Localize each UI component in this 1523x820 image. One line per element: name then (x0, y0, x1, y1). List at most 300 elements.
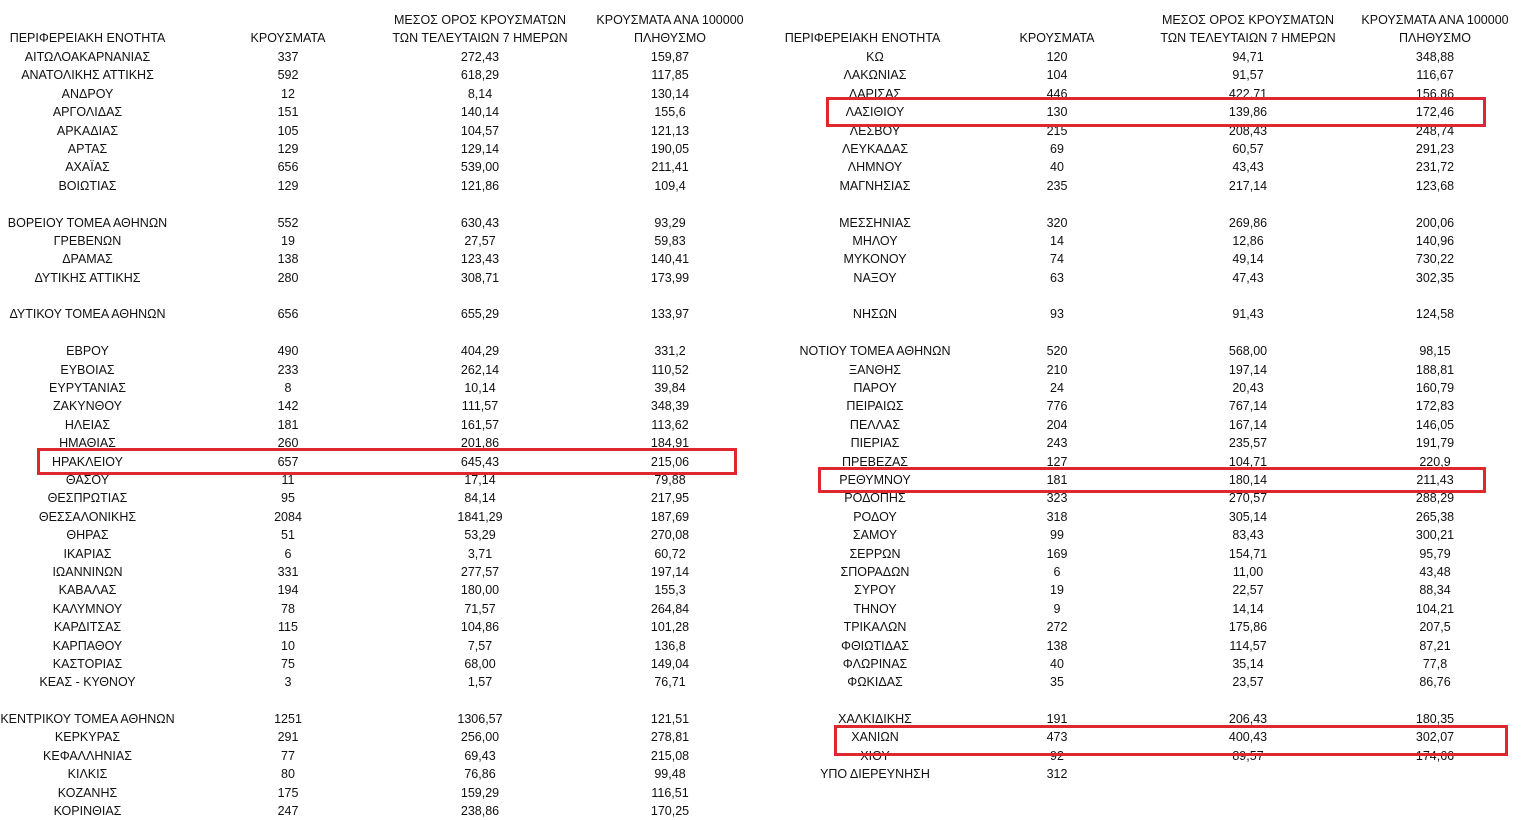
table-row (0, 545, 760, 563)
cell-per100k: 170,25 (650, 804, 690, 819)
cell-cases: 260 (277, 436, 299, 451)
cell-cases: 14 (1050, 233, 1064, 248)
cell-region: ΑΧΑΪΑΣ (65, 160, 110, 175)
cell-cases: 19 (281, 233, 295, 248)
table-row (770, 637, 1523, 655)
cell-avg7: 269,86 (1228, 215, 1268, 230)
cell-avg7: 11,00 (1232, 564, 1264, 579)
table-row (0, 305, 760, 323)
cell-per100k: 172,83 (1415, 399, 1455, 414)
cell-region: ΚΑΣΤΟΡΙΑΣ (52, 656, 123, 671)
cell-per100k: 174,66 (1415, 748, 1455, 763)
cell-per100k: 77,8 (1422, 656, 1448, 671)
table-row (770, 655, 1523, 673)
cell-region: ΠΡΕΒΕΖΑΣ (841, 454, 909, 469)
cell-cases: 24 (1050, 381, 1064, 396)
cell-cases: 320 (1046, 215, 1068, 230)
table-row (0, 250, 760, 268)
cell-avg7: 262,14 (460, 362, 500, 377)
cell-region: ΙΩΑΝΝΙΝΩΝ (52, 564, 123, 579)
cell-cases: 323 (1046, 491, 1068, 506)
cell-cases: 312 (1046, 767, 1068, 782)
cell-region: ΘΕΣΣΑΛΟΝΙΚΗΣ (38, 509, 137, 524)
cell-region: ΠΑΡΟΥ (853, 381, 897, 396)
cell-per100k: 121,13 (650, 123, 690, 138)
cell-region: ΑΡΓΟΛΙΔΑΣ (52, 105, 123, 120)
cell-region: ΧΑΝΙΩΝ (851, 730, 899, 745)
cell-cases: 77 (281, 748, 295, 763)
cell-avg7: 645,43 (460, 454, 500, 469)
table-row (770, 48, 1523, 66)
blank-row (0, 692, 760, 710)
cell-region: ΗΡΑΚΛΕΙΟΥ (52, 454, 123, 469)
cell-region: ΚΙΛΚΙΣ (67, 767, 108, 782)
cell-cases: 215 (1046, 123, 1068, 138)
cell-per100k: 116,67 (1416, 68, 1454, 83)
cell-region: ΣΕΡΡΩΝ (849, 546, 901, 561)
cell-region: ΝΑΞΟΥ (853, 270, 897, 285)
cell-avg7: 69,43 (464, 748, 496, 763)
cell-cases: 40 (1050, 656, 1064, 671)
cell-avg7: 43,43 (1232, 160, 1264, 175)
cell-region: ΘΑΣΟΥ (65, 472, 110, 487)
table-row (0, 710, 760, 728)
cell-region: ΘΗΡΑΣ (66, 528, 109, 543)
cell-region: ΤΗΝΟΥ (853, 601, 897, 616)
cell-cases: 656 (277, 160, 299, 175)
cell-cases: 11 (281, 472, 295, 487)
cell-per100k: 215,06 (650, 454, 690, 469)
table-row (0, 784, 760, 802)
cell-per100k: 155,6 (654, 105, 686, 120)
cell-region: ΘΕΣΠΡΩΤΙΑΣ (47, 491, 128, 506)
cell-per100k: 87,21 (1419, 638, 1451, 653)
cell-region: ΚΕΡΚΥΡΑΣ (54, 730, 121, 745)
header-region: ΠΕΡΙΦΕΡΕΙΑΚΗ ΕΝΟΤΗΤΑ (784, 31, 941, 45)
cell-region: ΒΟΡΕΙΟΥ ΤΟΜΕΑ ΑΘΗΝΩΝ (7, 215, 168, 230)
cell-region: ΚΕΦΑΛΛΗΝΙΑΣ (43, 748, 132, 763)
cell-cases: 93 (1050, 307, 1064, 322)
table-row (0, 379, 760, 397)
table-row (0, 747, 760, 765)
cell-avg7: 1306,57 (457, 712, 503, 727)
cell-region: ΦΛΩΡΙΝΑΣ (842, 656, 908, 671)
cell-avg7: 308,71 (460, 270, 500, 285)
table-row (770, 361, 1523, 379)
cell-cases: 12 (281, 86, 295, 101)
cell-avg7: 10,14 (464, 381, 496, 396)
table-header (770, 0, 1523, 48)
cell-avg7: 206,43 (1228, 712, 1268, 727)
table-row (770, 526, 1523, 544)
cell-per100k: 86,76 (1419, 675, 1451, 690)
cell-per100k: 156,86 (1415, 86, 1455, 101)
table-row (0, 214, 760, 232)
table-row (770, 66, 1523, 84)
cell-cases: 181 (1046, 472, 1068, 487)
cell-per100k: 101,28 (650, 620, 690, 635)
cell-avg7: 235,57 (1228, 436, 1268, 451)
cell-region: ΔΥΤΙΚΗΣ ΑΤΤΙΚΗΣ (34, 270, 141, 285)
cell-per100k: 159,87 (650, 50, 690, 64)
cell-avg7: 84,14 (464, 491, 496, 506)
cell-avg7: 14,14 (1232, 601, 1264, 616)
cell-avg7: 76,86 (464, 767, 496, 782)
table-row (0, 655, 760, 673)
table-row (0, 489, 760, 507)
header-avg7-line1: ΜΕΣΟΣ ΟΡΟΣ ΚΡΟΥΣΜΑΤΩΝ (393, 13, 567, 27)
cell-per100k: 207,5 (1419, 620, 1451, 635)
cell-avg7: 197,14 (1228, 362, 1268, 377)
table-header (0, 0, 760, 48)
cell-avg7: 27,57 (464, 233, 496, 248)
cell-region: ΚΩ (866, 50, 884, 64)
cell-per100k: 172,46 (1415, 105, 1455, 120)
cell-per100k: 117,85 (651, 68, 689, 83)
cell-cases: 138 (1046, 638, 1068, 653)
cell-cases: 2084 (274, 509, 302, 524)
cell-avg7: 180,14 (1228, 472, 1268, 487)
cell-avg7: 35,14 (1232, 656, 1264, 671)
cell-avg7: 167,14 (1228, 417, 1268, 432)
cell-per100k: 124,58 (1415, 307, 1455, 322)
cell-per100k: 288,29 (1415, 491, 1455, 506)
table-row (0, 66, 760, 84)
cell-per100k: 60,72 (654, 546, 686, 561)
cell-region: ΛΕΣΒΟΥ (849, 123, 901, 138)
cell-avg7: 23,57 (1232, 675, 1264, 690)
cell-region: ΠΙΕΡΙΑΣ (850, 436, 900, 451)
table-row (770, 305, 1523, 323)
cell-avg7: 400,43 (1228, 730, 1268, 745)
cell-region: ΓΡΕΒΕΝΩΝ (53, 233, 122, 248)
cell-cases: 8 (284, 381, 292, 396)
cell-avg7: 217,14 (1228, 178, 1268, 193)
cell-per100k: 133,97 (650, 307, 690, 322)
cell-per100k: 187,69 (650, 509, 690, 524)
cell-avg7: 12,86 (1232, 233, 1264, 248)
cell-region: ΚΑΡΔΙΤΣΑΣ (53, 620, 122, 635)
highlight-box-rethymnou (818, 467, 1486, 493)
cell-cases: 9 (1053, 601, 1061, 616)
cell-avg7: 1841,29 (457, 509, 503, 524)
cell-avg7: 91,43 (1232, 307, 1264, 322)
cell-region: ΚΟΡΙΝΘΙΑΣ (53, 804, 122, 819)
header-per100k-line2: ΠΛΗΘΥΣΜΟ (634, 31, 706, 45)
cell-avg7: 17,14 (464, 472, 496, 487)
cell-per100k: 130,14 (650, 86, 690, 101)
cell-region: ΚΑΡΠΑΘΟΥ (52, 638, 123, 653)
cell-per100k: 302,35 (1415, 270, 1455, 285)
cell-region: ΔΥΤΙΚΟΥ ΤΟΜΕΑ ΑΘΗΝΩΝ (9, 307, 166, 322)
cell-avg7: 7,57 (467, 638, 493, 653)
blank-row (0, 287, 760, 305)
cell-per100k: 331,2 (654, 344, 686, 359)
table-row (770, 545, 1523, 563)
cell-avg7: 123,43 (460, 252, 500, 267)
cell-avg7: 49,14 (1232, 252, 1264, 267)
cell-per100k: 248,74 (1415, 123, 1455, 138)
cell-per100k: 140,96 (1415, 233, 1455, 248)
cell-cases: 99 (1050, 528, 1064, 543)
cell-region: ΣΥΡΟΥ (853, 583, 897, 598)
header-cases: ΚΡΟΥΣΜΑΤΑ (250, 31, 326, 45)
table-row (770, 581, 1523, 599)
cell-per100k: 140,41 (650, 252, 690, 267)
header-per100k-line1: ΚΡΟΥΣΜΑΤΑ ΑΝΑ 100000 (1361, 13, 1509, 27)
cell-cases: 92 (1050, 748, 1064, 763)
cell-cases: 175 (277, 785, 299, 800)
cell-cases: 105 (277, 123, 299, 138)
cell-per100k: 302,07 (1415, 730, 1455, 745)
cell-region: ΚΕΝΤΡΙΚΟΥ ΤΟΜΕΑ ΑΘΗΝΩΝ (0, 712, 175, 727)
table-row (0, 581, 760, 599)
cell-region: ΡΟΔΟΥ (853, 509, 897, 524)
table-row (0, 673, 760, 691)
cell-cases: 194 (277, 583, 299, 598)
cell-cases: 120 (1046, 50, 1068, 64)
cell-cases: 1251 (274, 712, 302, 727)
cell-region: ΧΑΛΚΙΔΙΚΗΣ (838, 712, 912, 727)
cell-avg7: 201,86 (460, 436, 500, 451)
table-row (0, 802, 760, 820)
cell-per100k: 104,21 (1415, 601, 1455, 616)
cell-avg7: 272,43 (460, 50, 500, 64)
cell-avg7: 305,14 (1228, 509, 1268, 524)
cell-region: ΑΙΤΩΛΟΑΚΑΡΝΑΝΙΑΣ (24, 50, 151, 64)
cell-cases: 3 (284, 675, 292, 690)
cell-per100k: 39,84 (654, 381, 686, 396)
cell-cases: 776 (1046, 399, 1068, 414)
cell-avg7: 3,71 (467, 546, 493, 561)
table-row (770, 342, 1523, 360)
highlight-box-chanion (834, 725, 1508, 756)
cell-cases: 337 (277, 50, 299, 64)
cell-region: ΡΕΘΥΜΝΟΥ (839, 472, 911, 487)
table-row (0, 103, 760, 121)
cell-cases: 75 (281, 656, 295, 671)
table-row (0, 563, 760, 581)
cell-avg7: 256,00 (460, 730, 500, 745)
cell-region: ΠΕΙΡΑΙΩΣ (846, 399, 904, 414)
cell-per100k: 113,62 (651, 417, 689, 432)
cell-avg7: 129,14 (460, 141, 500, 156)
cell-region: ΦΩΚΙΔΑΣ (847, 675, 903, 690)
cell-per100k: 215,08 (650, 748, 690, 763)
cell-per100k: 191,79 (1415, 436, 1455, 451)
cell-per100k: 79,88 (654, 472, 686, 487)
cell-cases: 127 (1046, 454, 1068, 469)
cell-per100k: 160,79 (1415, 381, 1455, 396)
cell-per100k: 98,15 (1419, 344, 1451, 359)
table-row (770, 269, 1523, 287)
table-row (0, 269, 760, 287)
table-row (0, 48, 760, 66)
cell-region: ΗΛΕΙΑΣ (64, 417, 111, 432)
cell-region: ΣΠΟΡΑΔΩΝ (840, 564, 910, 579)
cell-per100k: 76,71 (654, 675, 686, 690)
cell-region: ΛΑΚΩΝΙΑΣ (843, 68, 907, 83)
table-row (0, 361, 760, 379)
table-row (0, 526, 760, 544)
cell-avg7: 104,86 (460, 620, 500, 635)
cell-avg7: 68,00 (464, 656, 496, 671)
blank-row (0, 324, 760, 342)
table-row (770, 434, 1523, 452)
cell-cases: 204 (1046, 417, 1068, 432)
cell-region: ΜΗΛΟΥ (852, 233, 898, 248)
cell-cases: 74 (1050, 252, 1064, 267)
table-row (770, 765, 1523, 783)
cell-cases: 272 (1046, 620, 1068, 635)
table-row (770, 416, 1523, 434)
cell-region: ΚΑΒΑΛΑΣ (58, 583, 117, 598)
header-avg7-line1: ΜΕΣΟΣ ΟΡΟΣ ΚΡΟΥΣΜΑΤΩΝ (1161, 13, 1335, 27)
cell-avg7: 159,29 (460, 785, 500, 800)
cell-per100k: 180,35 (1415, 712, 1455, 727)
cell-region: ΧΙΟΥ (860, 748, 890, 763)
cell-per100k: 110,52 (651, 362, 689, 377)
table-row (770, 379, 1523, 397)
cell-avg7: 655,29 (460, 307, 500, 322)
cell-avg7: 238,86 (460, 804, 500, 819)
table-row (770, 232, 1523, 250)
table-row (770, 140, 1523, 158)
cell-cases: 657 (277, 454, 299, 469)
table-row (0, 600, 760, 618)
cell-per100k: 109,4 (654, 178, 686, 193)
cell-cases: 446 (1046, 86, 1068, 101)
blank-row (770, 324, 1523, 342)
table-row (770, 214, 1523, 232)
cell-cases: 35 (1050, 675, 1064, 690)
cell-cases: 331 (277, 564, 299, 579)
blank-row (770, 195, 1523, 213)
cell-region: ΞΑΝΘΗΣ (849, 362, 901, 377)
cell-avg7: 140,14 (460, 105, 500, 120)
cell-cases: 280 (277, 270, 299, 285)
cell-avg7: 139,86 (1228, 105, 1268, 120)
cell-avg7: 277,57 (460, 564, 500, 579)
cell-cases: 129 (277, 141, 299, 156)
cell-avg7: 91,57 (1232, 68, 1264, 83)
cell-cases: 318 (1046, 509, 1068, 524)
cell-region: ΥΠΟ ΔΙΕΡΕΥΝΗΣΗ (820, 767, 930, 782)
cell-region: ΒΟΙΩΤΙΑΣ (58, 178, 117, 193)
cell-cases: 191 (1046, 712, 1068, 727)
table-row (770, 177, 1523, 195)
cell-region: ΔΡΑΜΑΣ (62, 252, 113, 267)
cell-cases: 243 (1046, 436, 1068, 451)
table-row (0, 158, 760, 176)
cell-per100k: 93,29 (654, 215, 686, 230)
table-body (0, 48, 760, 820)
cell-cases: 490 (277, 344, 299, 359)
cell-cases: 473 (1046, 730, 1068, 745)
header-region: ΠΕΡΙΦΕΡΕΙΑΚΗ ΕΝΟΤΗΤΑ (9, 31, 166, 45)
cell-region: ΙΚΑΡΙΑΣ (63, 546, 112, 561)
blank-row (0, 195, 760, 213)
cell-region: ΑΝΑΤΟΛΙΚΗΣ ΑΤΤΙΚΗΣ (21, 68, 154, 83)
cell-per100k: 95,79 (1419, 546, 1451, 561)
cell-cases: 169 (1046, 546, 1068, 561)
cell-avg7: 154,71 (1228, 546, 1268, 561)
cell-cases: 115 (278, 620, 298, 635)
cell-per100k: 264,84 (650, 601, 690, 616)
table-row (770, 158, 1523, 176)
blank-row (770, 692, 1523, 710)
cell-cases: 656 (277, 307, 299, 322)
cell-per100k: 211,43 (1416, 472, 1454, 487)
cell-avg7: 767,14 (1228, 399, 1268, 414)
cell-cases: 520 (1046, 344, 1068, 359)
table-row (0, 140, 760, 158)
cell-region: ΛΗΜΝΟΥ (847, 160, 903, 175)
table-row (0, 85, 760, 103)
cell-region: ΑΡΤΑΣ (67, 141, 108, 156)
cell-per100k: 265,38 (1415, 509, 1455, 524)
table-row (0, 765, 760, 783)
highlight-box-lasithiou (826, 97, 1486, 127)
cell-avg7: 539,00 (460, 160, 500, 175)
cell-cases: 19 (1050, 583, 1064, 598)
cell-per100k: 190,05 (650, 141, 690, 156)
cell-cases: 138 (277, 252, 299, 267)
cell-cases: 129 (277, 178, 299, 193)
cell-avg7: 20,43 (1232, 381, 1264, 396)
cell-cases: 95 (281, 491, 295, 506)
highlight-box-irakleiou (37, 448, 737, 475)
cell-per100k: 278,81 (650, 730, 690, 745)
cell-region: ΜΥΚΟΝΟΥ (843, 252, 907, 267)
cell-avg7: 89,57 (1232, 748, 1264, 763)
cell-avg7: 404,29 (460, 344, 500, 359)
cell-per100k: 231,72 (1415, 160, 1455, 175)
table-body (770, 48, 1523, 784)
cell-avg7: 208,43 (1228, 123, 1268, 138)
table-row (0, 122, 760, 140)
cell-per100k: 730,22 (1415, 252, 1455, 267)
cell-avg7: 47,43 (1232, 270, 1264, 285)
cell-cases: 142 (277, 399, 299, 414)
cell-per100k: 88,34 (1419, 583, 1451, 598)
cell-cases: 80 (281, 767, 295, 782)
cell-cases: 40 (1050, 160, 1064, 175)
cell-avg7: 1,57 (467, 675, 493, 690)
cell-avg7: 161,57 (460, 417, 500, 432)
blank-row (770, 287, 1523, 305)
cell-region: ΑΝΔΡΟΥ (61, 86, 114, 101)
cell-per100k: 217,95 (650, 491, 690, 506)
cell-region: ΦΘΙΩΤΙΔΑΣ (840, 638, 910, 653)
cell-per100k: 43,48 (1419, 564, 1451, 579)
cell-avg7: 422,71 (1228, 86, 1268, 101)
cell-cases: 151 (277, 105, 299, 120)
cell-cases: 181 (277, 417, 299, 432)
cell-per100k: 291,23 (1415, 141, 1455, 156)
cell-cases: 130 (1046, 105, 1068, 120)
header-per100k-line1: ΚΡΟΥΣΜΑΤΑ ΑΝΑ 100000 (596, 13, 744, 27)
table-row (0, 637, 760, 655)
table-row (0, 177, 760, 195)
cell-avg7: 114,57 (1229, 638, 1267, 653)
header-cases: ΚΡΟΥΣΜΑΤΑ (1019, 31, 1095, 45)
table-row (0, 232, 760, 250)
cell-avg7: 104,57 (460, 123, 500, 138)
cell-per100k: 200,06 (1415, 215, 1455, 230)
cell-region: ΛΑΣΙΘΙΟΥ (845, 105, 905, 120)
cell-region: ΚΑΛΥΜΝΟΥ (52, 601, 123, 616)
